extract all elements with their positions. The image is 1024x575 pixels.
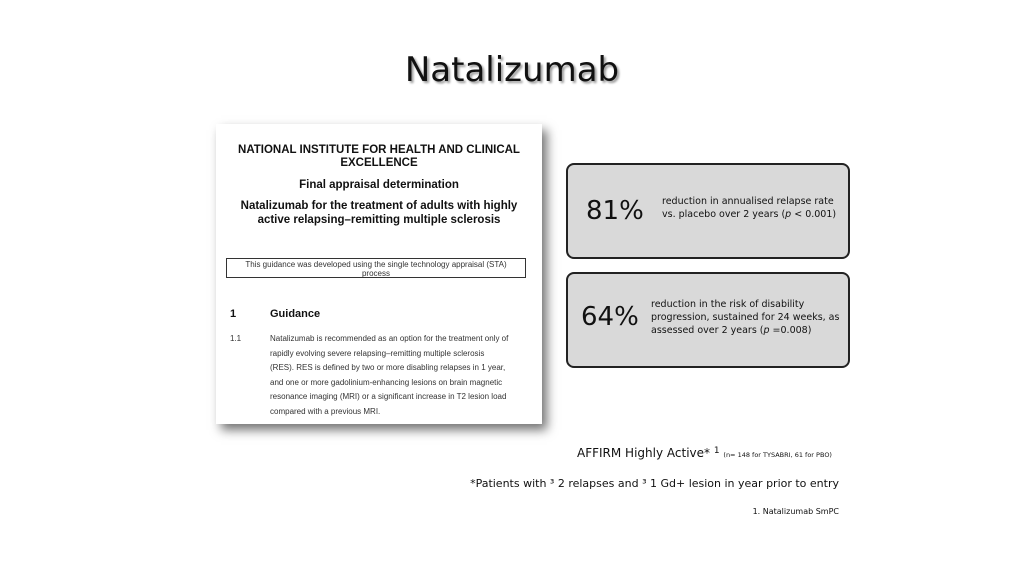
affirm-reference: 1 bbox=[713, 446, 720, 456]
paragraph-line: rapidly evolving severe relapsing–remitting multiple sclerosis bbox=[270, 348, 485, 358]
paragraph-line: resonance imaging (MRI) or a significant increase in T2 lesion load bbox=[270, 392, 507, 401]
nice-document-excerpt bbox=[216, 124, 542, 424]
stat-description bbox=[662, 195, 836, 221]
stat-box-disability-progression bbox=[566, 272, 850, 368]
stat-value: 64% bbox=[581, 302, 639, 332]
stat-desc-line-1: reduction in annualised relapse rate bbox=[662, 196, 834, 207]
reference-note: 1. Natalizumab SmPC bbox=[752, 507, 839, 516]
sta-process-box bbox=[226, 258, 526, 278]
paragraph-line: compared with a previous MRI. bbox=[270, 406, 381, 416]
document-title-line-1: Natalizumab for the treatment of adults with highly bbox=[240, 200, 518, 212]
stat-desc-line-3: assessed over 2 years (p =0.008) bbox=[651, 325, 812, 336]
sta-line-2: process bbox=[361, 269, 390, 278]
affirm-label: AFFIRM Highly Active* bbox=[577, 446, 711, 460]
affirm-study-label bbox=[577, 446, 832, 460]
slide-title: Natalizumab bbox=[404, 50, 620, 90]
document-appraisal-type: Final appraisal determination bbox=[299, 179, 459, 191]
document-title-line-2: active relapsing–remitting multiple sclerosis bbox=[257, 214, 501, 226]
section-number: 1 bbox=[230, 308, 237, 320]
paragraph-line: and one or more gadolinium-enhancing lesions on brain magnetic bbox=[270, 377, 503, 387]
stat-description bbox=[651, 298, 839, 337]
sta-line-1: This guidance was developed using the single technology appraisal (STA) bbox=[245, 260, 507, 269]
stat-desc-line-2: vs. placebo over 2 years (p < 0.001) bbox=[662, 209, 837, 220]
paragraph-line: (RES). RES is defined by two or more disabling relapses in 1 year, bbox=[270, 363, 506, 372]
patients-footnote: *Patients with ³ 2 relapses and ³ 1 Gd+ lesion in year prior to entry bbox=[470, 477, 839, 490]
affirm-sample-note: (n= 148 for TYSABRI, 61 for PBO) bbox=[723, 451, 832, 459]
paragraph-number: 1.1 bbox=[230, 334, 242, 343]
section-title: Guidance bbox=[270, 308, 321, 320]
stat-value: 81% bbox=[586, 196, 644, 226]
document-title bbox=[226, 199, 532, 227]
org-line-1: NATIONAL INSTITUTE FOR HEALTH AND CLINICAL bbox=[238, 144, 520, 156]
stat-desc-line-1: reduction in the risk of disability bbox=[651, 299, 805, 310]
paragraph-text bbox=[270, 332, 532, 419]
org-line-2: EXCELLENCE bbox=[340, 157, 418, 169]
stat-desc-line-2: progression, sustained for 24 weeks, as bbox=[651, 312, 840, 323]
paragraph-line: Natalizumab is recommended as an option for the treatment only of bbox=[270, 334, 509, 343]
stat-box-relapse-rate bbox=[566, 163, 850, 259]
document-organisation bbox=[216, 144, 542, 170]
